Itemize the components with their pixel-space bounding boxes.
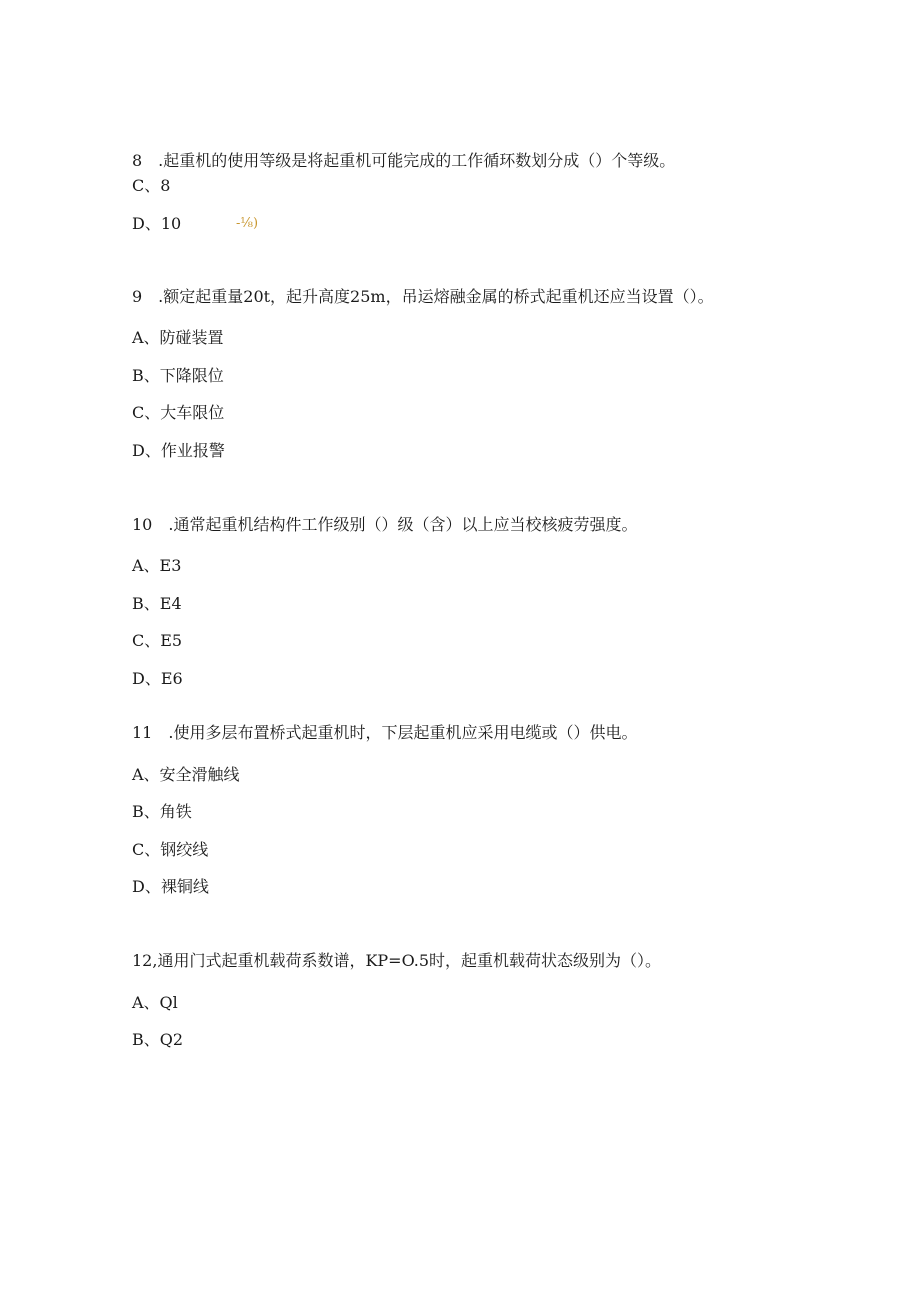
question-8-option-c: C、8 <box>132 176 171 195</box>
question-11-option-c: C、钢绞线 <box>132 840 209 859</box>
question-10-option-a: A、E3 <box>132 556 182 575</box>
question-8-option-d: D、10 <box>132 214 182 233</box>
question-10-stem: 10 .通常起重机结构件工作级别（）级（含）以上应当校核疲劳强度。 <box>132 515 638 534</box>
question-11-stem: 11 .使用多层布置桥式起重机时，下层起重机应采用电缆或（）供电。 <box>132 723 638 742</box>
question-9-option-d: D、作业报警 <box>132 441 225 460</box>
question-12-stem: 12,通用门式起重机载荷系数谱，KP=O.5时，起重机载荷状态级别为（）。 <box>132 951 662 970</box>
question-9-option-a: A、防碰装置 <box>132 328 224 347</box>
question-8-stem: 8 .起重机的使用等级是将起重机可能完成的工作循环数划分成（）个等级。 <box>132 151 676 170</box>
question-10-option-b: B、E4 <box>132 594 182 613</box>
question-12-option-b: B、Q2 <box>132 1030 184 1049</box>
question-11-option-a: A、安全滑触线 <box>132 765 240 784</box>
question-10-option-c: C、E5 <box>132 631 183 650</box>
question-9-option-c: C、大车限位 <box>132 403 225 422</box>
question-9-option-b: B、下降限位 <box>132 366 224 385</box>
margin-annotation: -⅛) <box>236 216 259 231</box>
question-11-option-b: B、角铁 <box>132 802 192 821</box>
question-12-option-a: A、Ql <box>132 993 178 1012</box>
question-11-option-d: D、裸铜线 <box>132 877 209 896</box>
question-10-option-d: D、E6 <box>132 669 183 688</box>
question-9-stem: 9 .额定起重量20t，起升高度25m，吊运熔融金属的桥式起重机还应当设置（）。 <box>132 287 714 306</box>
